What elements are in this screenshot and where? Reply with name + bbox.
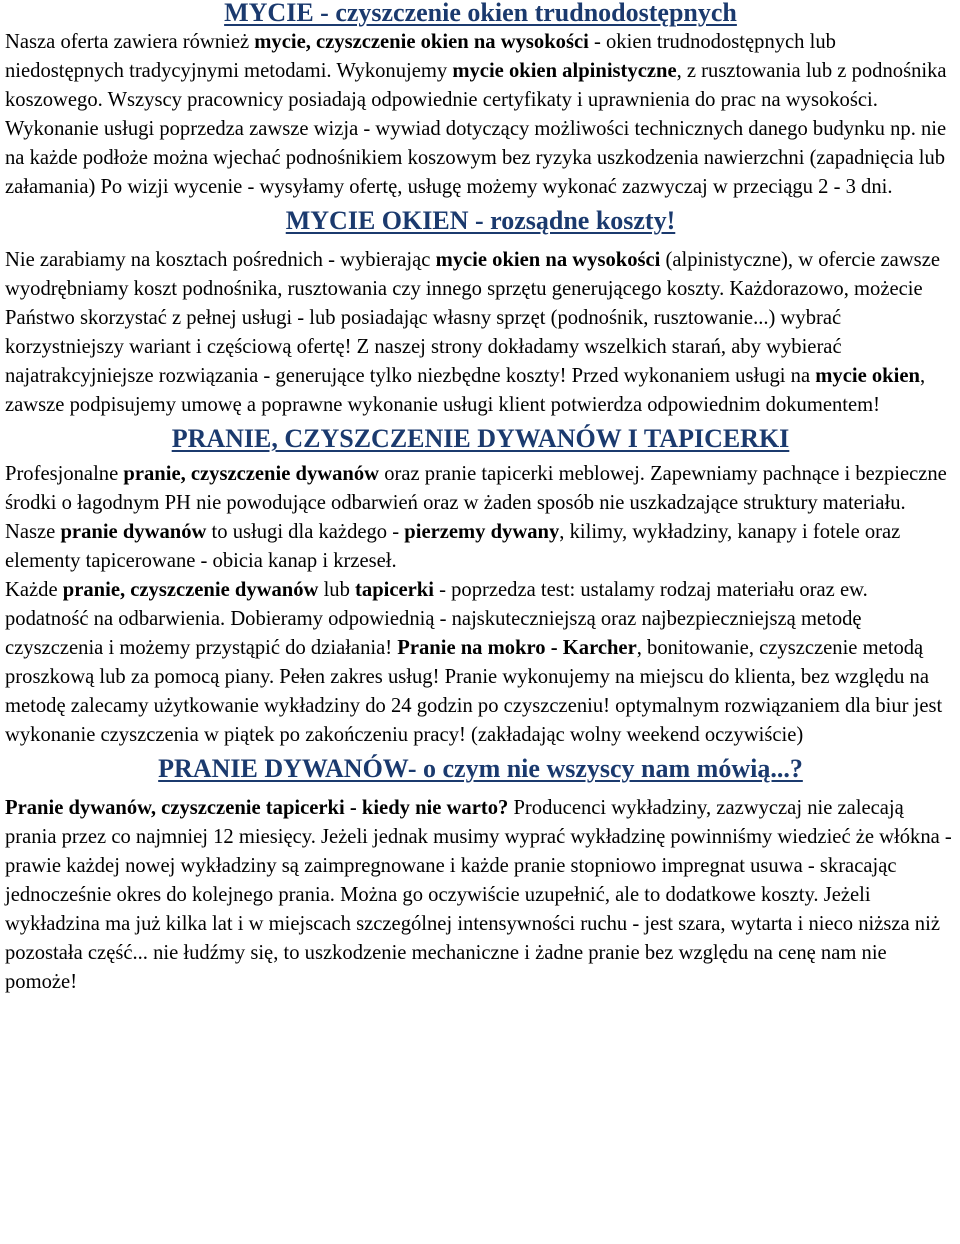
text-span: lub xyxy=(318,579,356,601)
bold-phrase: pierzemy dywany xyxy=(404,521,560,543)
bold-phrase: mycie, czyszczenie okien na wysokości xyxy=(254,31,589,53)
text-span: Nie zarabiamy na kosztach pośrednich - wybierając xyxy=(5,249,436,271)
bold-phrase: pranie, czyszczenie dywanów xyxy=(62,579,319,601)
bold-phrase: Pranie na mokro - Karcher xyxy=(397,637,637,659)
text-span: , kilimy, wykładziny, kanapy i fotele oraz elementy tapicerowane - obicia kanap i krzeseł. xyxy=(5,521,901,572)
text-span: Każde xyxy=(5,579,63,601)
text-span: to usługi dla każdego - xyxy=(206,521,405,543)
text-span: Producenci wykładziny, zazwyczaj nie zalecają prania przez co najmniej 12 miesięcy. Jeżeli jednak musimy wyprać wykładzinę powinniśmy wiedzieć że włókna - prawie każdej nowej wykładziny są zaimpregnowane i każde pranie stopniowo impregnat usuwa - skracając jednocześnie okres do kolejnego prania. Można go oczywiście uzupełnić, ale to dodatkowe koszty. Jeżeli wykładzina ma już kilka lat i w miejscach szczególnej intensywności ruchu - jest szara, wytarta i nieco niższa niż pozostała część... nie łudźmy się, to uszkodzenie mechaniczne i żadne pranie bez względu na cenę nam nie pomoże! xyxy=(5,797,952,993)
bold-phrase: pranie, czyszczenie dywanów xyxy=(123,463,380,485)
paragraph-carpet-cleaning-offer xyxy=(5,460,956,576)
paragraph-window-cleaning-offer xyxy=(5,28,956,202)
text-span: - poprzedza test: ustalamy rodzaj materiału oraz ew. podatność na odbarwienia. Dobieramy odpowiednią - najskuteczniejszą oraz najbezpieczniejszą metodę czyszczenia i możemy przystąpić do działania! xyxy=(5,579,868,659)
text-span: , z rusztowania lub z podnośnika koszowego. Wszyscy pracownicy posiadają odpowiednie certyfikaty i uprawnienia do prac na wysokości. Wykonanie usługi poprzedza zawsze wizja - wywiad dotyczący możliwości technicznych danego budynku np. nie na każde podłoże można wjechać podnośnikiem koszowym bez ryzyka uszkodzenia nawierzchni (zapadnięcia lub załamania) Po wizji wycenie - wysyłamy ofertę, usługę możemy wykonać zazwyczaj w przeciągu 2 - 3 dni. xyxy=(5,60,947,198)
text-span: - okien trudnodostępnych lub niedostępnych tradycyjnymi metodami. Wykonujemy xyxy=(5,31,836,82)
text-span: Profesjonalne xyxy=(5,463,124,485)
bold-phrase: pranie dywanów xyxy=(60,521,207,543)
section-title-carpet-cleaning: PRANIE, CZYSZCZENIE DYWANÓW I TAPICERKI xyxy=(171,424,790,453)
bold-phrase: mycie okien na wysokości xyxy=(435,249,661,271)
text-span: Nasza oferta zawiera również xyxy=(5,31,255,53)
text-span: oraz pranie tapicerki meblowej. Zapewniamy pachnące i bezpieczne środki o łagodnym PH nie powodujące odbarwień oraz w żaden sposób nie uszkadzające struktury materiału. Nasze xyxy=(5,463,947,543)
text-span: (alpinistyczne), w ofercie zawsze wyodrębniamy koszt podnośnika, rusztowania czy innego sprzętu generującego koszty. Każdorazowo, możecie Państwo skorzystać z pełnej usługi - lub posiadając własny sprzęt (podnośnik, rusztowanie...) wybrać korzystniejszy wariant i częściową ofertę! Z naszej strony dokładamy wszelkich starań, aby wybierać najatrakcyjniejsze rozwiązania - generujące tylko niezbędne koszty! Przed wykonaniem usługi na xyxy=(5,249,940,387)
section-title-reasonable-costs: MYCIE OKIEN - rozsądne koszty! xyxy=(285,206,676,235)
section-title-window-cleaning: MYCIE - czyszczenie okien trudnodostępnych xyxy=(224,0,737,27)
bold-phrase: Pranie dywanów, czyszczenie tapicerki - kiedy nie warto? xyxy=(5,797,509,819)
text-span: , bonitowanie, czyszczenie metodą proszkową lub za pomocą piany. Pełen zakres usług! Pranie wykonujemy na miejscu do klienta, bez względu na metodę zalecamy użytkowanie wykładziny do 24 godzin po czyszczeniu! optymalnym rozwiązaniem dla biur jest wykonanie czyszczenia w piątek po zakończeniu pracy! (zakładając wolny weekend oczywiście) xyxy=(5,637,943,746)
bold-phrase: tapicerki xyxy=(355,579,434,601)
text-span: , zawsze podpisujemy umowę a poprawne wykonanie usługi klient potwierdza odpowiednim dokumentem! xyxy=(5,365,926,416)
section-title-carpet-truth: PRANIE DYWANÓW- o czym nie wszyscy nam mówią...? xyxy=(158,754,803,783)
bold-phrase: mycie okien xyxy=(815,365,920,387)
paragraph-when-not-worth xyxy=(5,794,956,997)
paragraph-reasonable-costs xyxy=(5,246,956,420)
bold-phrase: mycie okien alpinistyczne xyxy=(452,60,677,82)
paragraph-carpet-cleaning-process xyxy=(5,576,956,750)
